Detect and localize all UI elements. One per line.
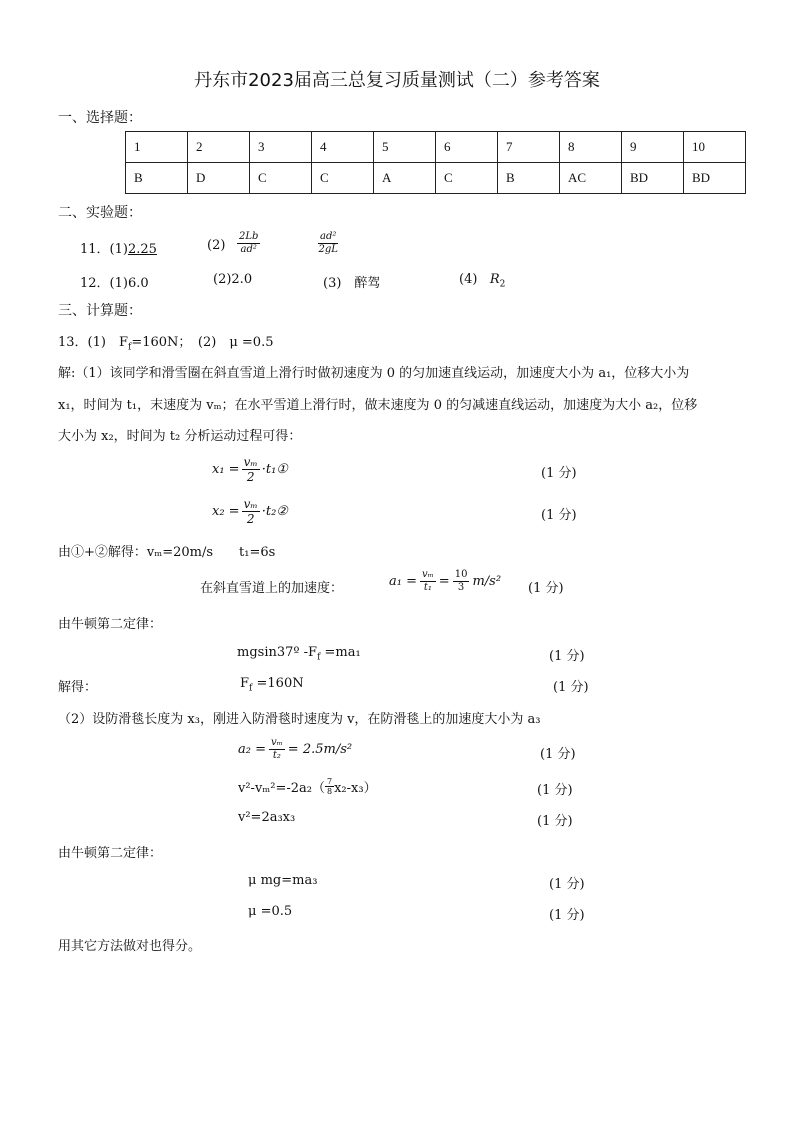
equation-rhs: ·t₁① <box>261 462 288 477</box>
score-label: (1 分) <box>541 466 577 481</box>
score-label: (1 分) <box>537 814 573 829</box>
unit: m/s² <box>472 574 502 589</box>
equation-rest: =160N <box>252 676 304 691</box>
accel-label: 在斜直雪道上的加速度： <box>200 581 344 596</box>
table-cell: 5 <box>374 132 436 163</box>
newton-label: 由牛顿第二定律： <box>58 846 163 861</box>
score-label: (1 分) <box>537 783 573 798</box>
q11-number: 11．(1) <box>80 242 128 257</box>
section-heading-experiment: 二、实验题： <box>58 205 142 221</box>
fraction-denominator: t₂ <box>272 750 281 761</box>
q13-header-rest: =160N； (2) μ =0.5 <box>131 335 274 350</box>
table-cell: 7 <box>498 132 560 163</box>
newton-label: 由牛顿第二定律： <box>58 617 163 632</box>
equals-sign: = <box>438 574 450 589</box>
q12-part2: (2)2.0 <box>213 272 253 287</box>
q12-resistor: R <box>489 272 500 287</box>
score-label: (1 分) <box>553 680 589 695</box>
q12-part1: 12．(1)6.0 <box>80 276 149 291</box>
equation-rest: =ma₁ <box>320 645 361 660</box>
table-cell: C <box>312 163 374 194</box>
q12-part3: (3) 醉驾 <box>323 276 381 291</box>
q12-part4 <box>459 272 505 290</box>
equation-part-b: x₂-x₃） <box>334 781 377 796</box>
score-label: (1 分) <box>549 649 585 664</box>
table-cell: 4 <box>312 132 374 163</box>
equation-7: v²=2a₃x₃ <box>238 810 296 825</box>
q13-para-line: 解:（1）该同学和滑雪圈在斜直雪道上滑行时做初速度为 0 的匀加速直线运动，加速度大小为 a₁，位移大小为 <box>58 366 690 381</box>
footer-note: 用其它方法做对也得分。 <box>58 939 202 954</box>
score-label: (1 分) <box>549 877 585 892</box>
q13-header <box>58 331 273 353</box>
table-cell: 10 <box>684 132 746 163</box>
q13-header-text: 13．(1) F <box>58 335 128 350</box>
score-label: (1 分) <box>528 581 564 596</box>
fraction-numerator: 10 <box>454 569 468 580</box>
fraction-denominator: 3 <box>457 582 465 593</box>
equation-rhs: ·t₂② <box>261 504 288 519</box>
section-heading-choice: 一、选择题： <box>58 110 142 126</box>
equation-4 <box>240 676 304 694</box>
equation-5 <box>238 737 352 762</box>
fraction-numerator: vₘ <box>243 497 258 511</box>
q13-para-line: 大小为 x₂，时间为 t₂ 分析运动过程可得： <box>58 429 302 444</box>
q12-part4-label: (4) <box>459 272 478 287</box>
table-cell: 8 <box>560 132 622 163</box>
score-label: (1 分) <box>549 908 585 923</box>
table-cell: B <box>498 163 560 194</box>
fraction-denominator: 2gL <box>318 244 338 255</box>
fraction-numerator: 7 <box>327 777 333 786</box>
solve-2-label: 解得： <box>58 680 98 695</box>
score-label: (1 分) <box>540 747 576 762</box>
page-title: 丹东市2023届高三总复习质量测试（二）参考答案 <box>194 70 600 91</box>
q13-header-sub: f <box>127 342 132 353</box>
table-cell: 2 <box>188 132 250 163</box>
q13-para-line: x₁，时间为 t₁，末速度为 vₘ；在水平雪道上滑行时，做末速度为 0 的匀减速直线运动，加速度为大小 a₂，位移 <box>58 398 698 413</box>
fraction-numerator: vₘ <box>271 737 283 748</box>
fraction-denominator: t₁ <box>423 582 432 593</box>
table-cell: AC <box>560 163 622 194</box>
q11-fraction-2 <box>318 231 338 256</box>
equation-lhs: x₂ = <box>212 504 240 519</box>
accel-equation <box>389 569 501 594</box>
fraction-denominator: 2 <box>246 470 255 484</box>
fraction-denominator: ad² <box>240 244 257 255</box>
table-cell: 1 <box>126 132 188 163</box>
equation-text: F <box>240 676 250 691</box>
fraction-denominator: 2 <box>246 512 255 526</box>
table-cell: 9 <box>622 132 684 163</box>
table-cell: 6 <box>436 132 498 163</box>
equation-9: μ =0.5 <box>248 904 293 919</box>
equation-text: mgsin37º -F <box>237 645 318 660</box>
equation-2 <box>212 497 288 526</box>
answer-table-letter-row <box>126 163 746 194</box>
table-cell: 3 <box>250 132 312 163</box>
equation-lhs: x₁ = <box>212 462 240 477</box>
fraction-numerator: ad² <box>320 231 337 242</box>
table-cell: C <box>436 163 498 194</box>
answer-table <box>125 131 746 194</box>
q11-label <box>80 238 157 257</box>
equation-8: μ mg=ma₃ <box>248 873 318 888</box>
fraction-numerator: vₘ <box>243 455 258 469</box>
equation-3 <box>237 645 361 663</box>
fraction-denominator: 8 <box>327 787 333 796</box>
section-heading-calc: 三、计算题： <box>58 303 142 319</box>
equation-lhs: a₁ = <box>389 574 417 589</box>
answer-table-number-row <box>126 132 746 163</box>
q13-solve-1: 由①+②解得：vₘ=20m/s t₁=6s <box>58 545 276 560</box>
q11-part2-label: (2) <box>207 238 226 253</box>
table-cell: D <box>188 163 250 194</box>
fraction-numerator: 2Lb <box>239 231 259 242</box>
q11-fraction-1 <box>237 231 260 256</box>
equation-sub: f <box>249 683 253 694</box>
table-cell: BD <box>622 163 684 194</box>
equation-part-a: v²-vₘ²=-2a₂（ <box>238 781 325 796</box>
equation-sub: f <box>317 652 321 663</box>
equation-rhs: = 2.5m/s² <box>287 742 353 757</box>
score-label: (1 分) <box>541 508 577 523</box>
q12-resistor-sub: 2 <box>499 279 506 290</box>
table-cell: BD <box>684 163 746 194</box>
table-cell: A <box>374 163 436 194</box>
q13-part2-line: （2）设防滑毯长度为 x₃，刚进入防滑毯时速度为 v，在防滑毯上的加速度大小为 a₃ <box>58 712 541 727</box>
table-cell: C <box>250 163 312 194</box>
table-cell: B <box>126 163 188 194</box>
fraction-numerator: vₘ <box>422 569 434 580</box>
equation-lhs: a₂ = <box>238 742 266 757</box>
equation-6 <box>238 777 377 796</box>
q11-answer-1: 2.25 <box>127 242 157 257</box>
equation-1 <box>212 455 288 484</box>
